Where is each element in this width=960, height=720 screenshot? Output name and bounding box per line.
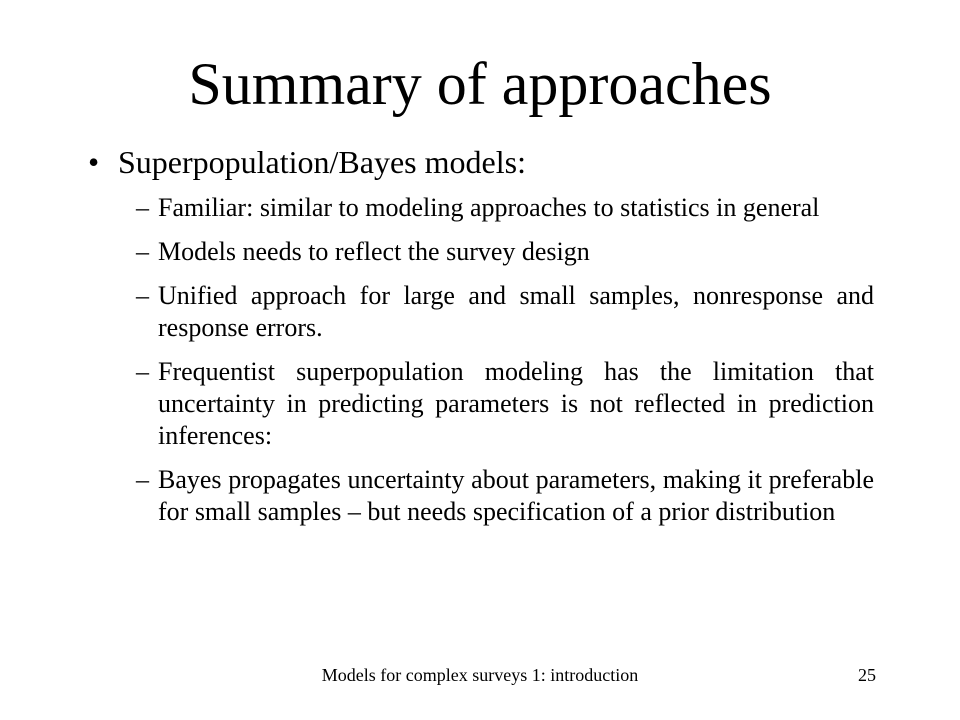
sub-bullet-text: Unified approach for large and small samples, nonresponse and response errors.: [158, 281, 874, 342]
slide-footer: Models for complex surveys 1: introduction: [321, 665, 639, 685]
sub-bullet-text: Bayes propagates uncertainty about parameters, making it preferable for small samples – but needs specification of a prior distribution: [158, 465, 874, 526]
sub-bullet-text: Familiar: similar to modeling approaches to statistics in general: [158, 193, 820, 222]
slide-title: Summary of approaches: [188, 51, 772, 117]
sub-bullet-text: Frequentist superpopulation modeling has the limitation that uncertainty in predicting parameters is not reflected in prediction inferences:: [158, 357, 874, 450]
sub-bullet-list: [88, 192, 888, 528]
sub-bullet-item: [88, 280, 874, 344]
sub-bullet-item: [88, 236, 874, 268]
dash-marker: –: [136, 357, 149, 386]
page-number: 25: [858, 665, 876, 685]
dash-marker: –: [136, 237, 149, 266]
dash-marker: –: [136, 281, 149, 310]
main-bullet-text: Superpopulation/Bayes models:: [118, 144, 526, 180]
dash-marker: –: [136, 465, 149, 494]
sub-bullet-item: [88, 464, 874, 528]
sub-bullet-item: [88, 356, 874, 452]
main-bullet: [88, 142, 888, 182]
sub-bullet-text: Models needs to reflect the survey design: [158, 237, 590, 266]
bullet-marker: •: [88, 144, 100, 180]
dash-marker: –: [136, 193, 149, 222]
slide-content: [88, 142, 888, 540]
sub-bullet-item: [88, 192, 874, 224]
